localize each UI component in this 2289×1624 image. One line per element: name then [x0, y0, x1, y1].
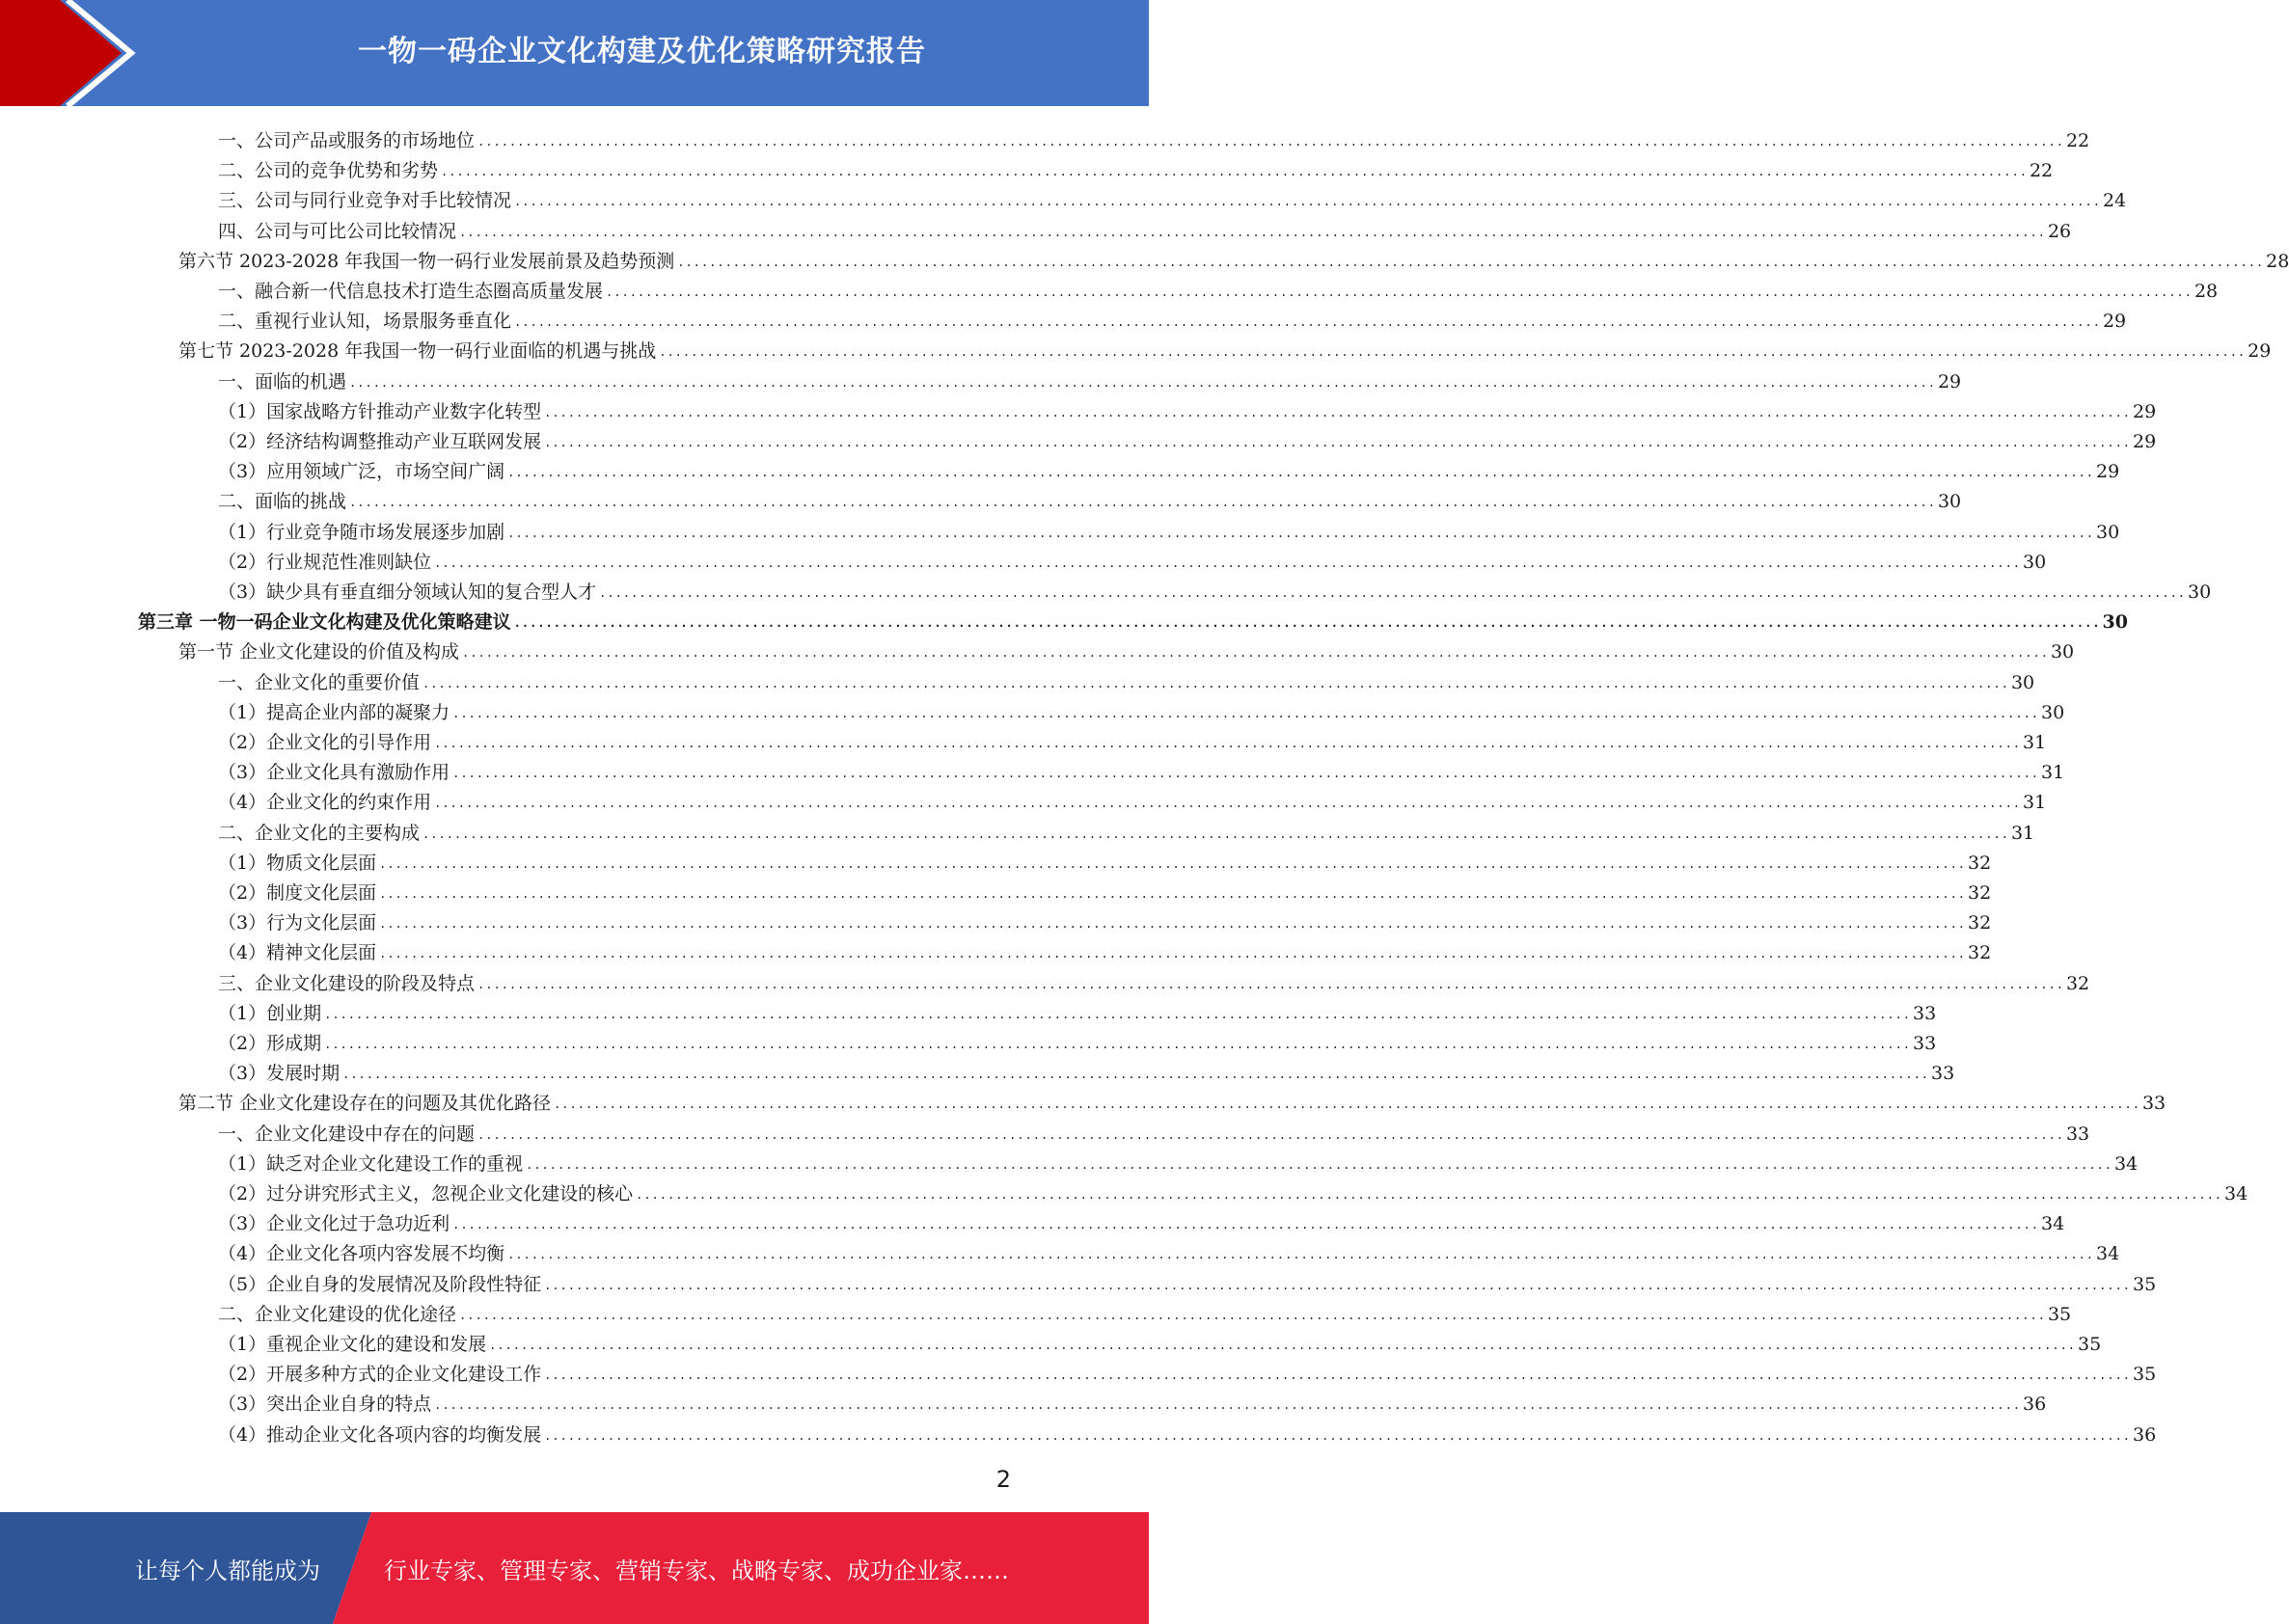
toc-entry-page: 35 — [2078, 1334, 2102, 1355]
toc-entry-title: （1）创业期 — [218, 1002, 322, 1024]
toc-dot-leader: ........................................................................................................................................................................................................ — [477, 135, 2064, 149]
toc-entry[interactable] — [218, 906, 1992, 935]
toc-entry-title: 一、公司产品或服务的市场地位 — [218, 130, 476, 151]
toc-entry-page: 22 — [2065, 130, 2090, 151]
toc-entry-page: 29 — [1937, 370, 1962, 392]
toc-entry[interactable] — [218, 966, 2090, 996]
toc-entry-title: 第七节 2023-2028 年我国一物一码行业面临的机遇与挑战 — [178, 340, 657, 363]
toc-dot-leader: ........................................................................................................................................................................................................ — [526, 1157, 2113, 1172]
toc-entry-title: 二、公司的竞争优势和劣势 — [218, 160, 439, 182]
toc-entry[interactable] — [218, 1267, 2157, 1297]
toc-entry-title: （2）制度文化层面 — [218, 882, 377, 904]
toc-entry-title: （3）缺少具有垂直细分领域认知的复合型人才 — [218, 582, 597, 603]
toc-entry[interactable] — [218, 424, 2157, 454]
toc-entry-title: （4）推动企业文化各项内容的均衡发展 — [218, 1423, 542, 1446]
toc-entry[interactable] — [218, 575, 2212, 605]
toc-entry-page: 34 — [2114, 1152, 2139, 1175]
toc-dot-leader: ........................................................................................................................................................................................................ — [452, 706, 2040, 720]
toc-entry[interactable] — [218, 1056, 1955, 1086]
toc-dot-leader: ........................................................................................................................................................................................................ — [434, 797, 2022, 811]
toc-entry-page: 30 — [2102, 611, 2128, 634]
toc-entry-page: 31 — [2010, 822, 2035, 844]
toc-dot-leader: ........................................................................................................................................................................................................ — [554, 1097, 2140, 1112]
toc-entry-title: 四、公司与可比公司比较情况 — [218, 220, 457, 242]
toc-dot-leader: ........................................................................................................................................................................................................ — [452, 1218, 2040, 1232]
toc-entry-title: 第六节 2023-2028 年我国一物一码行业发展前景及趋势预测 — [178, 250, 675, 272]
toc-entry[interactable] — [218, 304, 2127, 334]
toc-dot-leader: ........................................................................................................................................................................................................ — [514, 315, 2101, 330]
toc-dot-leader: ........................................................................................................................................................................................................ — [422, 826, 2009, 841]
toc-entry-page: 35 — [2133, 1273, 2157, 1295]
toc-entry-page: 34 — [2041, 1213, 2065, 1235]
toc-entry-title: （1）重视企业文化的建设和发展 — [218, 1334, 487, 1355]
toc-entry[interactable] — [218, 1177, 2248, 1206]
toc-entry-title: 二、面临的挑战 — [218, 491, 347, 513]
toc-entry[interactable] — [218, 996, 1937, 1026]
footer-slogan-right: 行业专家、管理专家、营销专家、战略专家、成功企业家…… — [384, 1556, 1009, 1584]
toc-dot-leader: ........................................................................................................................................................................................................ — [677, 255, 2265, 269]
page-footer — [0, 1512, 1149, 1624]
toc-entry-title: （2）形成期 — [218, 1033, 322, 1054]
toc-dot-leader: ........................................................................................................................................................................................................ — [606, 285, 2193, 299]
toc-dot-leader: ........................................................................................................................................................................................................ — [379, 947, 1967, 961]
toc-entry[interactable] — [218, 755, 2065, 785]
toc-entry[interactable] — [218, 785, 2047, 815]
toc-entry[interactable] — [218, 183, 2127, 213]
toc-entry-page: 30 — [2050, 641, 2075, 663]
toc-entry-title: 二、企业文化建设的优化途径 — [218, 1303, 457, 1325]
toc-entry-title: 第一节 企业文化建设的价值及构成 — [178, 641, 460, 663]
toc-entry[interactable] — [218, 274, 2219, 304]
toc-entry-title: 二、重视行业认知，场景服务垂直化 — [218, 311, 512, 333]
toc-entry-page: 32 — [1968, 852, 1992, 874]
toc-entry-page: 28 — [2194, 281, 2219, 302]
toc-dot-leader: ........................................................................................................................................................................................................ — [459, 225, 2046, 239]
toc-entry-page: 33 — [1931, 1063, 1955, 1085]
toc-dot-leader: ........................................................................................................................................................................................................ — [636, 1188, 2223, 1202]
toc-entry-title: （3）应用领域广泛，市场空间广阔 — [218, 461, 505, 483]
toc-entry-page: 31 — [2041, 762, 2065, 784]
toc-entry[interactable] — [218, 1387, 2047, 1417]
toc-entry[interactable] — [218, 545, 2047, 575]
toc-entry-title: 二、企业文化的主要构成 — [218, 822, 421, 844]
toc-dot-leader: ........................................................................................................................................................................................................ — [544, 1278, 2132, 1292]
toc-dot-leader: ........................................................................................................................................................................................................ — [544, 405, 2132, 420]
toc-entry-page: 31 — [2023, 792, 2047, 814]
toc-dot-leader: ........................................................................................................................................................................................................ — [349, 496, 1936, 510]
report-title: 一物一码企业文化构建及优化策略研究报告 — [358, 35, 926, 68]
toc-entry-title: 一、融合新一代信息技术打造生态圈高质量发展 — [218, 281, 604, 302]
toc-dot-leader: ........................................................................................................................................................................................................ — [477, 1127, 2064, 1142]
toc-entry[interactable] — [218, 725, 2047, 755]
toc-entry-page: 29 — [2096, 461, 2120, 483]
toc-dot-leader: ........................................................................................................................................................................................................ — [379, 887, 1967, 901]
toc-entry-title: 第三章 一物一码企业文化构建及优化策略建议 — [138, 611, 511, 634]
toc-dot-leader: ........................................................................................................................................................................................................ — [379, 856, 1967, 871]
toc-entry[interactable] — [218, 214, 2072, 244]
toc-entry[interactable] — [178, 334, 2272, 364]
toc-entry[interactable] — [178, 1086, 2166, 1116]
toc-entry[interactable] — [218, 876, 1992, 906]
toc-entry-title: （4）企业文化的约束作用 — [218, 792, 432, 814]
toc-entry[interactable] — [218, 1026, 1937, 1056]
toc-entry-title: （1）行业竞争随市场发展逐步加剧 — [218, 521, 505, 543]
toc-entry-page: 32 — [1968, 942, 1992, 964]
toc-entry-title: （5）企业自身的发展情况及阶段性特征 — [218, 1273, 542, 1295]
toc-entry[interactable] — [218, 1236, 2120, 1266]
toc-dot-leader: ........................................................................................................................................................................................................ — [379, 917, 1967, 932]
toc-entry-page: 22 — [2029, 160, 2054, 182]
toc-dot-leader: ........................................................................................................................................................................................................ — [514, 195, 2101, 209]
toc-entry-page: 36 — [2023, 1394, 2047, 1416]
toc-entry-page: 30 — [2010, 671, 2035, 693]
toc-entry-title: 三、公司与同行业竞争对手比较情况 — [218, 190, 512, 212]
toc-entry[interactable] — [218, 1418, 2157, 1448]
toc-dot-leader: ........................................................................................................................................................................................................ — [434, 555, 2022, 570]
toc-entry-title: （1）国家战略方针推动产业数字化转型 — [218, 400, 542, 422]
toc-entry[interactable] — [178, 244, 2289, 274]
toc-entry[interactable] — [218, 665, 2035, 695]
toc-entry[interactable] — [138, 605, 2128, 635]
toc-entry-page: 29 — [2102, 311, 2127, 333]
toc-entry-page: 30 — [1937, 491, 1962, 513]
toc-dot-leader: ........................................................................................................................................................................................................ — [513, 616, 2101, 631]
toc-entry-page: 36 — [2133, 1423, 2157, 1446]
toc-entry-page: 34 — [2096, 1243, 2120, 1265]
toc-dot-leader: ........................................................................................................................................................................................................ — [659, 345, 2247, 360]
toc-entry-page: 34 — [2224, 1183, 2248, 1204]
toc-dot-leader: ........................................................................................................................................................................................................ — [544, 436, 2132, 449]
toc-entry-page: 29 — [2133, 431, 2157, 452]
toc-entry-page: 31 — [2023, 732, 2047, 753]
toc-entry[interactable] — [218, 1117, 2090, 1147]
toc-dot-leader: ........................................................................................................................................................................................................ — [489, 1339, 2077, 1352]
toc-entry[interactable] — [218, 365, 1962, 394]
toc-entry-title: （1）物质文化层面 — [218, 852, 377, 874]
footer-slogan-left: 让每个人都能成为 — [135, 1556, 320, 1584]
toc-dot-leader: ........................................................................................................................................................................................................ — [459, 1308, 2046, 1322]
toc-dot-leader: ........................................................................................................................................................................................................ — [599, 586, 2187, 600]
toc-entry-title: 一、企业文化建设中存在的问题 — [218, 1123, 476, 1145]
toc-dot-leader: ........................................................................................................................................................................................................ — [434, 1398, 2022, 1413]
toc-dot-leader: ........................................................................................................................................................................................................ — [477, 977, 2064, 991]
toc-dot-leader: ........................................................................................................................................................................................................ — [462, 646, 2049, 661]
toc-entry[interactable] — [218, 153, 2054, 183]
toc-entry[interactable] — [218, 1206, 2065, 1236]
toc-entry[interactable] — [218, 484, 1962, 514]
toc-entry-title: （4）企业文化各项内容发展不均衡 — [218, 1243, 505, 1265]
toc-entry-page: 32 — [1968, 882, 1992, 904]
toc-entry[interactable] — [218, 1357, 2157, 1387]
toc-entry-title: （3）发展时期 — [218, 1063, 341, 1085]
toc-entry-title: 三、企业文化建设的阶段及特点 — [218, 972, 476, 994]
toc-entry[interactable] — [218, 123, 2090, 153]
toc-entry-title: （2）过分讲究形式主义，忽视企业文化建设的核心 — [218, 1183, 634, 1204]
toc-dot-leader: ........................................................................................................................................................................................................ — [452, 767, 2040, 781]
toc-entry-page: 33 — [2065, 1123, 2090, 1145]
toc-entry[interactable] — [218, 816, 2035, 846]
toc-entry-title: （2）开展多种方式的企业文化建设工作 — [218, 1364, 542, 1386]
toc-entry-title: 一、企业文化的重要价值 — [218, 671, 421, 693]
toc-entry[interactable] — [218, 454, 2120, 484]
toc-dot-leader: ........................................................................................................................................................................................................ — [544, 1368, 2132, 1383]
toc-entry-page: 28 — [2266, 250, 2289, 272]
toc-entry-page: 24 — [2102, 190, 2127, 212]
toc-dot-leader: ........................................................................................................................................................................................................ — [349, 375, 1936, 390]
toc-entry[interactable] — [218, 1297, 2072, 1327]
toc-entry-title: （2）经济结构调整推动产业互联网发展 — [218, 431, 542, 452]
toc-entry-page: 29 — [2248, 340, 2272, 363]
toc-entry-page: 33 — [2141, 1093, 2166, 1115]
toc-dot-leader: ........................................................................................................................................................................................................ — [324, 1007, 1912, 1021]
toc-entry-page: 32 — [2065, 972, 2090, 994]
toc-entry-title: （2）行业规范性准则缺位 — [218, 551, 432, 573]
toc-entry-page: 30 — [2096, 521, 2120, 543]
toc-entry-title: （2）企业文化的引导作用 — [218, 732, 432, 753]
toc-entry[interactable] — [218, 935, 1992, 965]
toc-entry-title: （3）行为文化层面 — [218, 912, 377, 934]
header-arrow-decoration — [0, 0, 154, 106]
page-header — [0, 0, 1149, 106]
toc-dot-leader: ........................................................................................................................................................................................................ — [544, 1428, 2132, 1443]
toc-dot-leader: ........................................................................................................................................................................................................ — [507, 526, 2095, 540]
toc-dot-leader: ........................................................................................................................................................................................................ — [324, 1038, 1912, 1051]
toc-entry-page: 33 — [1913, 1033, 1937, 1054]
toc-entry[interactable] — [178, 635, 2075, 664]
toc-entry-title: （1）提高企业内部的凝聚力 — [218, 701, 450, 723]
toc-dot-leader: ........................................................................................................................................................................................................ — [507, 466, 2095, 480]
toc-entry[interactable] — [218, 394, 2157, 424]
toc-entry-page: 35 — [2047, 1303, 2072, 1325]
toc-entry-page: 35 — [2133, 1364, 2157, 1386]
toc-entry[interactable] — [218, 1147, 2139, 1177]
toc-entry[interactable] — [218, 1327, 2102, 1357]
toc-dot-leader: ........................................................................................................................................................................................................ — [422, 676, 2009, 690]
toc-entry-page: 29 — [2133, 400, 2157, 422]
toc-entry-title: （1）缺乏对企业文化建设工作的重视 — [218, 1152, 524, 1175]
toc-entry[interactable] — [218, 846, 1992, 876]
toc-entry[interactable] — [218, 695, 2065, 725]
toc-entry-page: 32 — [1968, 912, 1992, 934]
page-number: 2 — [995, 1466, 1011, 1493]
toc-entry-title: 一、面临的机遇 — [218, 370, 347, 392]
toc-dot-leader: ........................................................................................................................................................................................................ — [507, 1248, 2095, 1262]
toc-entry-title: 第二节 企业文化建设存在的问题及其优化路径 — [178, 1093, 552, 1115]
toc-entry-page: 33 — [1913, 1002, 1937, 1024]
toc-entry-page: 26 — [2047, 220, 2072, 242]
toc-entry-title: （3）企业文化具有激励作用 — [218, 762, 450, 784]
toc-entry-title: （3）突出企业自身的特点 — [218, 1394, 432, 1416]
toc-dot-leader: ........................................................................................................................................................................................................ — [441, 165, 2028, 179]
toc-entry-title: （4）精神文化层面 — [218, 942, 377, 964]
toc-dot-leader: ........................................................................................................................................................................................................ — [342, 1068, 1930, 1082]
toc-entry-page: 30 — [2188, 582, 2212, 603]
toc-entry[interactable] — [218, 515, 2120, 545]
toc-entry-page: 30 — [2041, 701, 2065, 723]
toc-entry-page: 30 — [2023, 551, 2047, 573]
toc-entry-title: （3）企业文化过于急功近利 — [218, 1213, 450, 1235]
toc-dot-leader: ........................................................................................................................................................................................................ — [434, 737, 2022, 750]
